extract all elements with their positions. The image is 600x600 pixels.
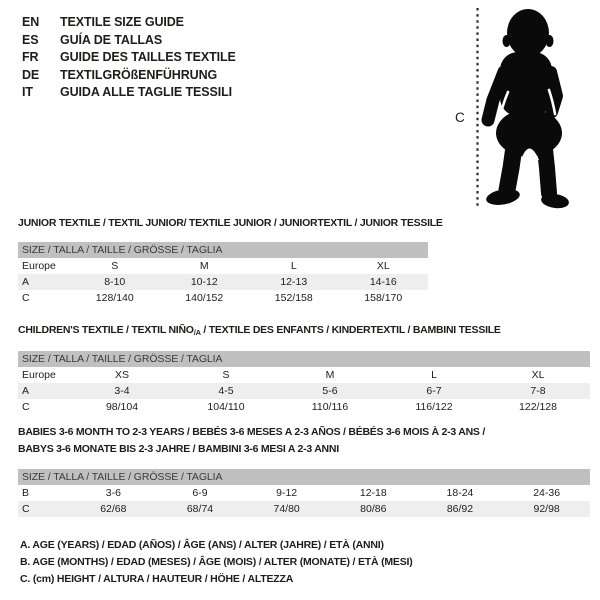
table-cell: 12-13 xyxy=(280,276,308,288)
table-cell: 10-12 xyxy=(190,276,218,288)
table-cell: 62/68 xyxy=(100,503,127,515)
babies-table-title xyxy=(18,424,485,457)
lang-row-de xyxy=(22,67,236,85)
table-cell: S xyxy=(222,369,230,381)
row-label: C xyxy=(22,292,30,304)
children-title-suffix: / TEXTILE DES ENFANTS / KINDERTEXTIL / BAMBINI TESSILE xyxy=(200,324,501,336)
legend-footnotes xyxy=(20,537,413,588)
row-label: A xyxy=(22,385,30,397)
table-cell: 5-6 xyxy=(322,385,338,397)
table-row-europe xyxy=(18,367,590,383)
table-cell: 80/86 xyxy=(360,503,387,515)
table-cell: XS xyxy=(114,369,129,381)
table-cell: M xyxy=(325,369,335,381)
lang-row-it xyxy=(22,84,236,102)
table-row-europe xyxy=(18,258,428,274)
table-cell: 24-36 xyxy=(533,487,561,499)
lang-code: EN xyxy=(22,15,40,29)
lang-row-en xyxy=(22,14,236,32)
table-cell: 18-24 xyxy=(446,487,474,499)
table-cell: 92/98 xyxy=(533,503,560,515)
babies-size-table xyxy=(18,469,590,517)
footnote-b: B. AGE (MONTHS) / EDAD (MESES) / ÂGE (MOIS) / ALTER (MONATE) / ETÀ (MESI) xyxy=(20,556,413,568)
table-cell: 7-8 xyxy=(530,385,546,397)
table-cell: 68/74 xyxy=(186,503,214,515)
junior-table-title: JUNIOR TEXTILE / TEXTIL JUNIOR/ TEXTILE JUNIOR / JUNIORTEXTIL / JUNIOR TESSILE xyxy=(18,217,443,229)
row-label: Europe xyxy=(22,369,56,381)
table-cell: 3-6 xyxy=(105,487,121,499)
children-table-title xyxy=(18,322,501,340)
table-cell: 104/110 xyxy=(207,401,245,413)
table-cell: 98/104 xyxy=(105,401,139,413)
figure-height-label: C xyxy=(455,110,465,125)
size-header: SIZE / TALLA / TAILLE / GRÖSSE / TAGLIA xyxy=(18,351,590,367)
table-cell: S xyxy=(111,260,119,272)
table-cell: 6-9 xyxy=(192,487,208,499)
table-row-height xyxy=(18,501,590,517)
toddler-figure xyxy=(440,0,600,215)
table-cell: 4-5 xyxy=(218,385,234,397)
table-cell: XL xyxy=(376,260,390,272)
row-label: Europe xyxy=(22,260,56,272)
table-cell: 86/92 xyxy=(446,503,474,515)
table-row-age xyxy=(18,383,590,399)
toddler-silhouette-icon xyxy=(485,9,570,210)
table-cell: 8-10 xyxy=(104,276,126,288)
row-label: B xyxy=(22,487,30,499)
lang-label: TEXTILE SIZE GUIDE xyxy=(60,15,184,29)
table-cell: 140/152 xyxy=(185,292,224,304)
table-row-months xyxy=(18,485,590,501)
junior-size-table xyxy=(18,242,428,306)
footnote-a: A. AGE (YEARS) / EDAD (AÑOS) / ÂGE (ANS) / ALTER (JAHRE) / ETÀ (ANNI) xyxy=(20,539,384,551)
table-cell: 158/170 xyxy=(364,292,403,304)
table-cell: 74/80 xyxy=(273,503,300,515)
table-cell: L xyxy=(290,260,297,272)
size-header-row xyxy=(18,469,590,485)
babies-title-line2: BABYS 3-6 MONATE BIS 2-3 JAHRE / BAMBINI 3-6 MESI A 2-3 ANNI xyxy=(18,442,339,455)
table-cell: XL xyxy=(531,369,545,381)
table-row-height xyxy=(18,290,428,306)
children-title-prefix: CHILDREN'S TEXTILE / TEXTIL NIÑO xyxy=(18,324,194,336)
lang-code: ES xyxy=(22,32,39,47)
table-cell: 6-7 xyxy=(426,385,442,397)
table-cell: 14-16 xyxy=(369,276,397,288)
table-cell: 110/116 xyxy=(311,401,349,413)
lang-code: FR xyxy=(22,50,39,64)
lang-code: IT xyxy=(22,85,33,99)
table-cell: 9-12 xyxy=(276,487,298,499)
table-row-height xyxy=(18,399,590,415)
table-cell: 116/122 xyxy=(415,401,453,413)
babies-title-line1: BABIES 3-6 MONTH TO 2-3 YEARS / BEBÉS 3-6 MESES A 2-3 AÑOS / BÉBÉS 3-6 MOIS À 2-3 ANS / xyxy=(18,426,486,438)
size-header: SIZE / TALLA / TAILLE / GRÖSSE / TAGLIA xyxy=(18,469,590,485)
language-header xyxy=(22,14,236,102)
lang-label: GUIDA ALLE TAGLIE TESSILI xyxy=(60,85,233,99)
table-cell: 3-4 xyxy=(114,385,130,397)
size-header-row xyxy=(18,351,590,367)
table-cell: 128/140 xyxy=(95,292,134,304)
lang-label: GUIDE DES TAILLES TEXTILE xyxy=(60,50,236,64)
table-cell: 152/158 xyxy=(274,292,313,304)
row-label: C xyxy=(22,503,30,515)
lang-row-es xyxy=(22,32,236,50)
lang-label: TEXTILGRÖßENFÜHRUNG xyxy=(60,67,218,82)
footnote-c: C. (cm) HEIGHT / ALTURA / HAUTEUR / HÖHE / ALTEZZA xyxy=(20,573,294,585)
table-cell: M xyxy=(199,260,209,272)
row-label: A xyxy=(22,276,30,288)
size-header: SIZE / TALLA / TAILLE / GRÖSSE / TAGLIA xyxy=(18,242,428,258)
table-row-age xyxy=(18,274,428,290)
lang-row-fr xyxy=(22,49,236,67)
size-header-row xyxy=(18,242,428,258)
lang-label: GUÍA DE TALLAS xyxy=(60,32,163,47)
table-cell: 12-18 xyxy=(359,487,387,499)
table-cell: L xyxy=(431,369,437,381)
table-cell: 122/128 xyxy=(519,401,557,413)
children-title-sub: /A xyxy=(193,328,201,337)
children-size-table xyxy=(18,351,590,415)
lang-code: DE xyxy=(22,67,40,82)
row-label: C xyxy=(22,401,30,413)
